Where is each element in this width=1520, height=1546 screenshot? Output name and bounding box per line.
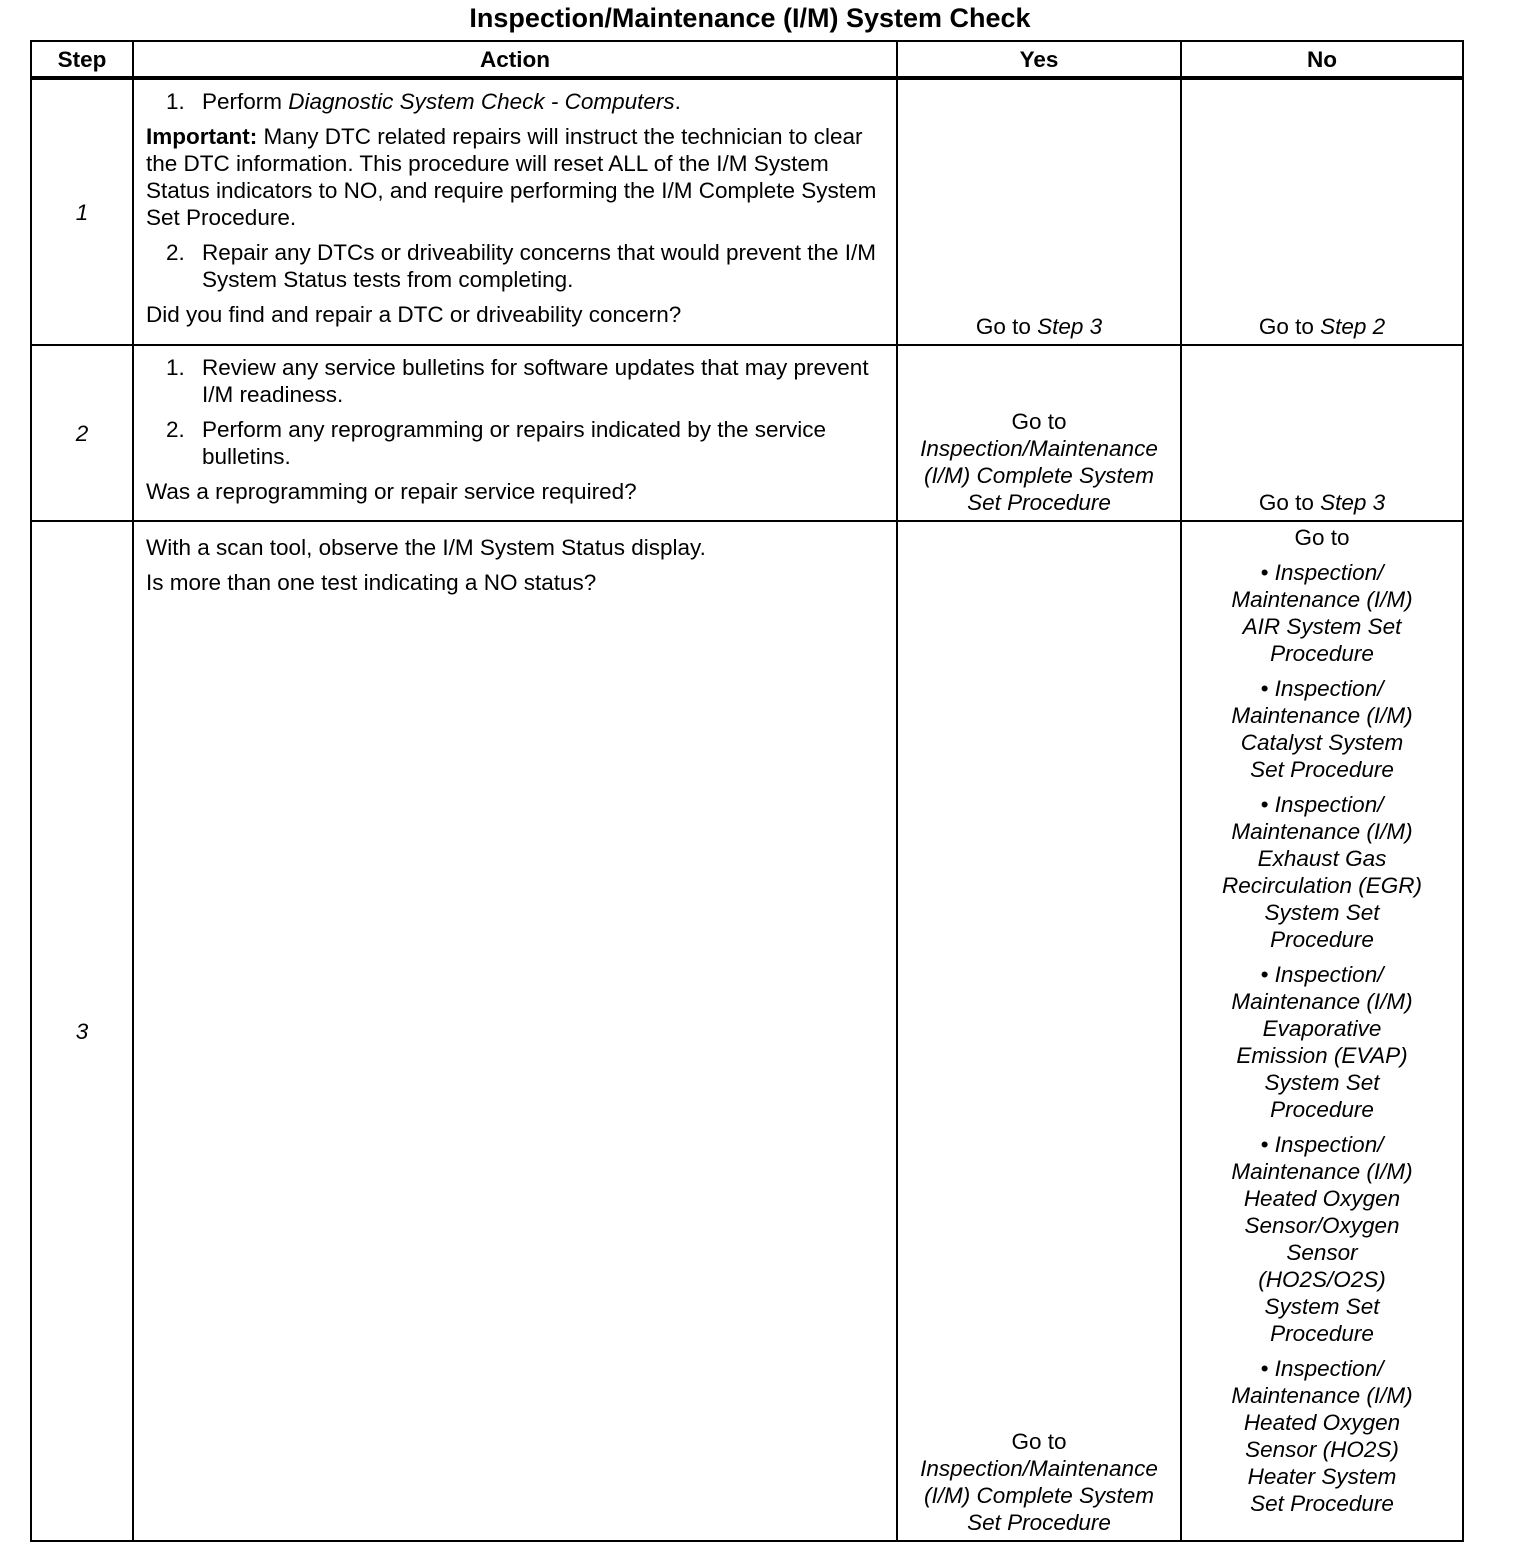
question: Is more than one test indicating a NO status? [146,570,597,595]
table-row [31,521,1463,1541]
procedure-link[interactable]: • Inspection/ Maintenance (I/M) AIR System Set Procedure [1231,560,1413,666]
step-number: 3 [31,521,133,1541]
question: Was a reprogramming or repair service required? [146,479,637,504]
step-number: 1 [31,78,133,345]
action-cell [133,345,897,521]
list-number: 1. [166,89,185,114]
no-cell: Go to • Inspection/ Maintenance (I/M) AIR System Set Procedure • Inspection/ Maintenance (I/M) Catalyst System Set Procedure • Inspection/ Maintenance (I/M) Exhaust Gas Recirculation (EGR) System Set Procedure • Inspection/ Maintenance (I/M) Evaporative Emission (EVAP) System Set Procedure • Inspection/ Maintenance (I/M) Heated Oxygen Sensor/Oxygen Sensor (HO2S/O2S) System Set Procedure • Inspection/ Maintenance (I/M) Heated Oxygen Sensor (HO2S) Heater System Set Procedure [1181,521,1463,1541]
procedure-link[interactable]: • Inspection/ Maintenance (I/M) Evaporative Emission (EVAP) System Set Procedure [1231,962,1413,1122]
column-header-step: Step [31,41,133,78]
list-text: Perform any reprogramming or repairs indicated by the service bulletins. [202,417,827,469]
list-text: Perform [202,89,289,114]
column-header-yes: Yes [897,41,1181,78]
list-text: Repair any DTCs or driveability concerns that would prevent the I/M System Status tests from completing. [202,240,877,292]
goto-step-link[interactable]: Step 3 [1037,314,1103,339]
procedure-link[interactable]: Diagnostic System Check - Computers [288,89,675,114]
yes-cell: Go to Inspection/Maintenance (I/M) Complete System Set Procedure [897,521,1181,1541]
page-title: Inspection/Maintenance (I/M) System Check [469,3,1031,33]
goto-step-link[interactable]: Step 3 [1320,490,1386,515]
procedure-link[interactable]: • Inspection/ Maintenance (I/M) Exhaust Gas Recirculation (EGR) System Set Procedure [1221,792,1423,952]
list-item [166,354,882,408]
yes-cell: Go to Step 3 [897,78,1181,345]
column-header-no: No [1181,41,1463,78]
list-number: 2. [166,417,185,442]
procedure-list [1184,559,1460,1517]
list-item: 1. Perform Diagnostic System Check - Computers. [166,89,681,114]
im-system-check-table [30,40,1464,1542]
important-text: Many DTC related repairs will instruct the technician to clear the DTC information. This procedure will reset ALL of the I/M System Status indicators to NO, and require performing the I/M Complete System Set Procedure. [146,124,877,230]
table-row [31,345,1463,521]
step-number: 2 [31,345,133,521]
action-cell [133,521,897,1541]
instruction-text: With a scan tool, observe the I/M System Status display. [146,535,706,560]
table-header-row [31,41,1463,78]
yes-cell: Go to Inspection/Maintenance (I/M) Complete System Set Procedure [897,345,1181,521]
list-text: Review any service bulletins for software updates that may prevent I/M readiness. [202,355,869,407]
list-number: 1. [166,355,185,380]
action-cell [133,78,897,345]
goto-step-link[interactable]: Step 2 [1320,314,1386,339]
procedure-link[interactable]: Inspection/Maintenance (I/M) Complete System Set Procedure [920,436,1158,515]
procedure-link[interactable]: • Inspection/ Maintenance (I/M) Catalyst System Set Procedure [1231,676,1413,782]
procedure-link[interactable]: • Inspection/ Maintenance (I/M) Heated Oxygen Sensor (HO2S) Heater System Set Procedure [1231,1356,1413,1516]
no-cell: Go to Step 2 [1181,78,1463,345]
column-header-action: Action [133,41,897,78]
procedure-link[interactable]: Inspection/Maintenance (I/M) Complete System Set Procedure [920,1456,1158,1535]
procedure-link[interactable]: • Inspection/ Maintenance (I/M) Heated Oxygen Sensor/Oxygen Sensor (HO2S/O2S) System Set Procedure [1231,1132,1413,1346]
question: Did you find and repair a DTC or driveability concern? [146,302,682,327]
list-number: 2. [166,240,185,265]
list-item [166,239,882,293]
table-row [31,78,1463,345]
important-note [146,123,882,231]
no-cell: Go to Step 3 [1181,345,1463,521]
list-item [166,416,882,470]
important-label: Important: [146,124,258,149]
